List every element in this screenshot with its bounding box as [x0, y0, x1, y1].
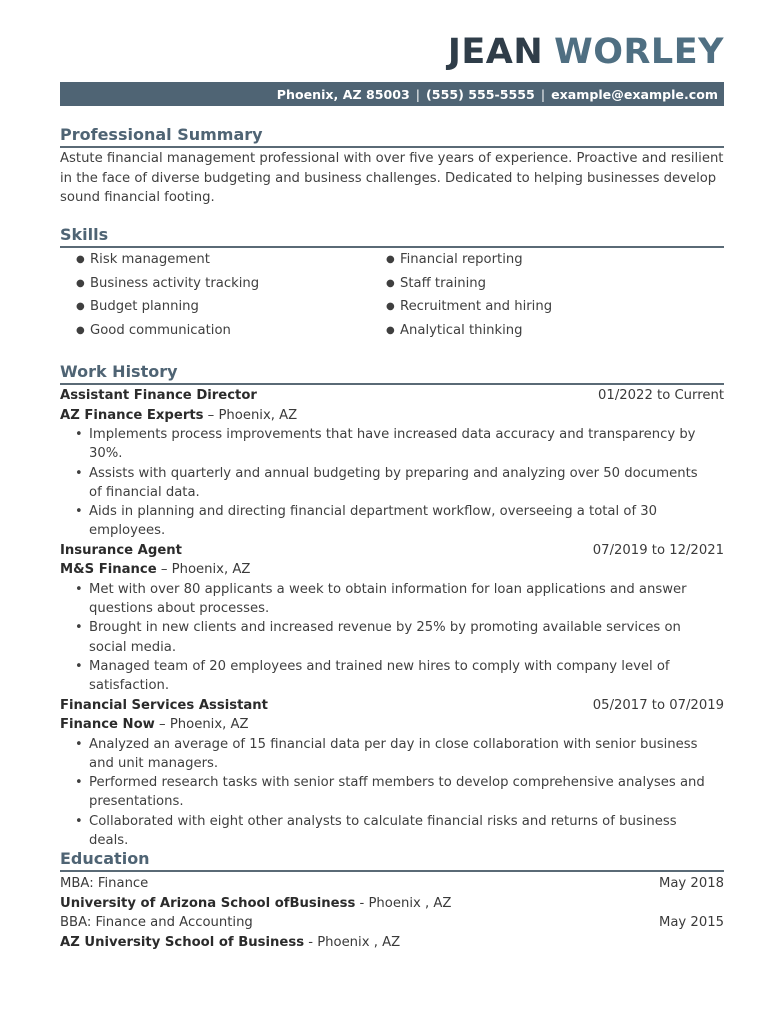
contact-phone: (555) 555-5555 — [426, 86, 535, 102]
school-location: - Phoenix , AZ — [355, 895, 452, 911]
contact-email: example@example.com — [551, 86, 718, 102]
job-title: Financial Services Assistant — [60, 697, 268, 713]
job-dates: 05/2017 to 07/2019 — [592, 697, 724, 713]
section-title-education: Education — [60, 848, 724, 872]
duty-item: • Collaborated with eight other analysts to calculate financial risks and returns of business deals. — [89, 812, 724, 851]
job-header — [60, 696, 724, 716]
degree: MBA: Finance — [60, 876, 149, 891]
skill-item: ● Business activity tracking — [76, 275, 260, 291]
employer-line — [60, 406, 724, 426]
skills-section — [60, 224, 724, 342]
duty-item: • Analyzed an average of 15 financial data per day in close collaboration with senior business and unit managers. — [89, 735, 724, 774]
school-name: AZ University School of Business — [60, 934, 305, 950]
job-title: Assistant Finance Director — [60, 388, 257, 403]
employer-location: – Phoenix, AZ — [203, 407, 298, 423]
education-entry — [60, 913, 724, 952]
graduation-date: May 2015 — [658, 915, 724, 930]
duty-item: • Brought in new clients and increased revenue by 25% by promoting available services on social media. — [89, 618, 724, 657]
employer-name: Finance Now — [60, 717, 155, 733]
graduation-date: May 2018 — [658, 876, 724, 891]
job-dates: 01/2022 to Current — [598, 388, 724, 403]
employer-location: – Phoenix, AZ — [156, 562, 251, 578]
last-name: WORLEY — [554, 32, 724, 72]
job-entry — [60, 386, 724, 541]
skill-item: ● Financial reporting — [386, 252, 523, 267]
section-title-work: Work History — [60, 361, 724, 385]
duty-item: • Implements process improvements that have increased data accuracy and transparency by 30%. — [89, 425, 724, 464]
contact-location: Phoenix, AZ 85003 — [276, 86, 410, 102]
skill-item: ● Good communication — [76, 322, 231, 338]
duty-item: • Assists with quarterly and annual budgeting by preparing and analyzing over 50 documents of financial data. — [89, 464, 724, 503]
skill-item: ● Recruitment and hiring — [386, 299, 553, 314]
education-section — [60, 848, 724, 952]
duty-item: • Performed research tasks with senior staff members to develop comprehensive analyses and presentations. — [89, 773, 724, 812]
employer-name: AZ Finance Experts — [60, 407, 204, 423]
degree: BBA: Finance and Accounting — [60, 915, 253, 930]
duty-list — [60, 735, 724, 851]
job-header — [60, 541, 724, 561]
duty-list — [60, 425, 724, 541]
duty-item: • Aids in planning and directing financial department workflow, overseeing a total of 30 employees. — [89, 502, 724, 541]
skill-item: ● Analytical thinking — [386, 322, 523, 338]
summary-section — [60, 124, 724, 208]
job-entry — [60, 696, 724, 851]
job-entry — [60, 541, 724, 696]
contact-separator: | — [415, 86, 421, 102]
school-location: - Phoenix , AZ — [304, 934, 401, 950]
school-line — [60, 933, 724, 953]
employer-location: – Phoenix, AZ — [154, 717, 249, 733]
employer-line — [60, 560, 724, 580]
skill-item: ● Staff training — [386, 275, 486, 291]
work-section — [60, 361, 724, 850]
duty-list — [60, 580, 724, 696]
contact-separator: | — [540, 86, 546, 102]
job-title: Insurance Agent — [60, 542, 182, 558]
employer-name: M&S Finance — [60, 562, 157, 578]
skill-item: ● Budget planning — [76, 299, 199, 314]
duty-item: • Met with over 80 applicants a week to obtain information for loan applications and answer questions about processes. — [89, 580, 724, 619]
candidate-name — [448, 30, 724, 74]
first-name: JEAN — [447, 32, 544, 72]
employer-line — [60, 715, 724, 735]
section-title-summary: Professional Summary — [60, 124, 724, 148]
school-name: University of Arizona School ofBusiness — [60, 895, 356, 911]
job-header — [60, 386, 724, 406]
duty-item: • Managed team of 20 employees and trained new hires to comply with company level of satisfaction. — [89, 657, 724, 696]
skill-item: ● Risk management — [76, 252, 210, 267]
section-title-skills: Skills — [60, 224, 724, 248]
contact-bar — [60, 82, 724, 106]
skills-list — [60, 248, 724, 342]
education-header — [60, 874, 724, 894]
education-entry — [60, 874, 724, 913]
job-dates: 07/2019 to 12/2021 — [592, 542, 724, 558]
education-header — [60, 913, 724, 933]
summary-text: Astute financial management professional with over five years of experience. Proactive and resilient in the face of diverse budgeting and business challenges. Dedicated to helping businesses develop sound financial footing. — [60, 151, 724, 205]
school-line — [60, 894, 724, 914]
